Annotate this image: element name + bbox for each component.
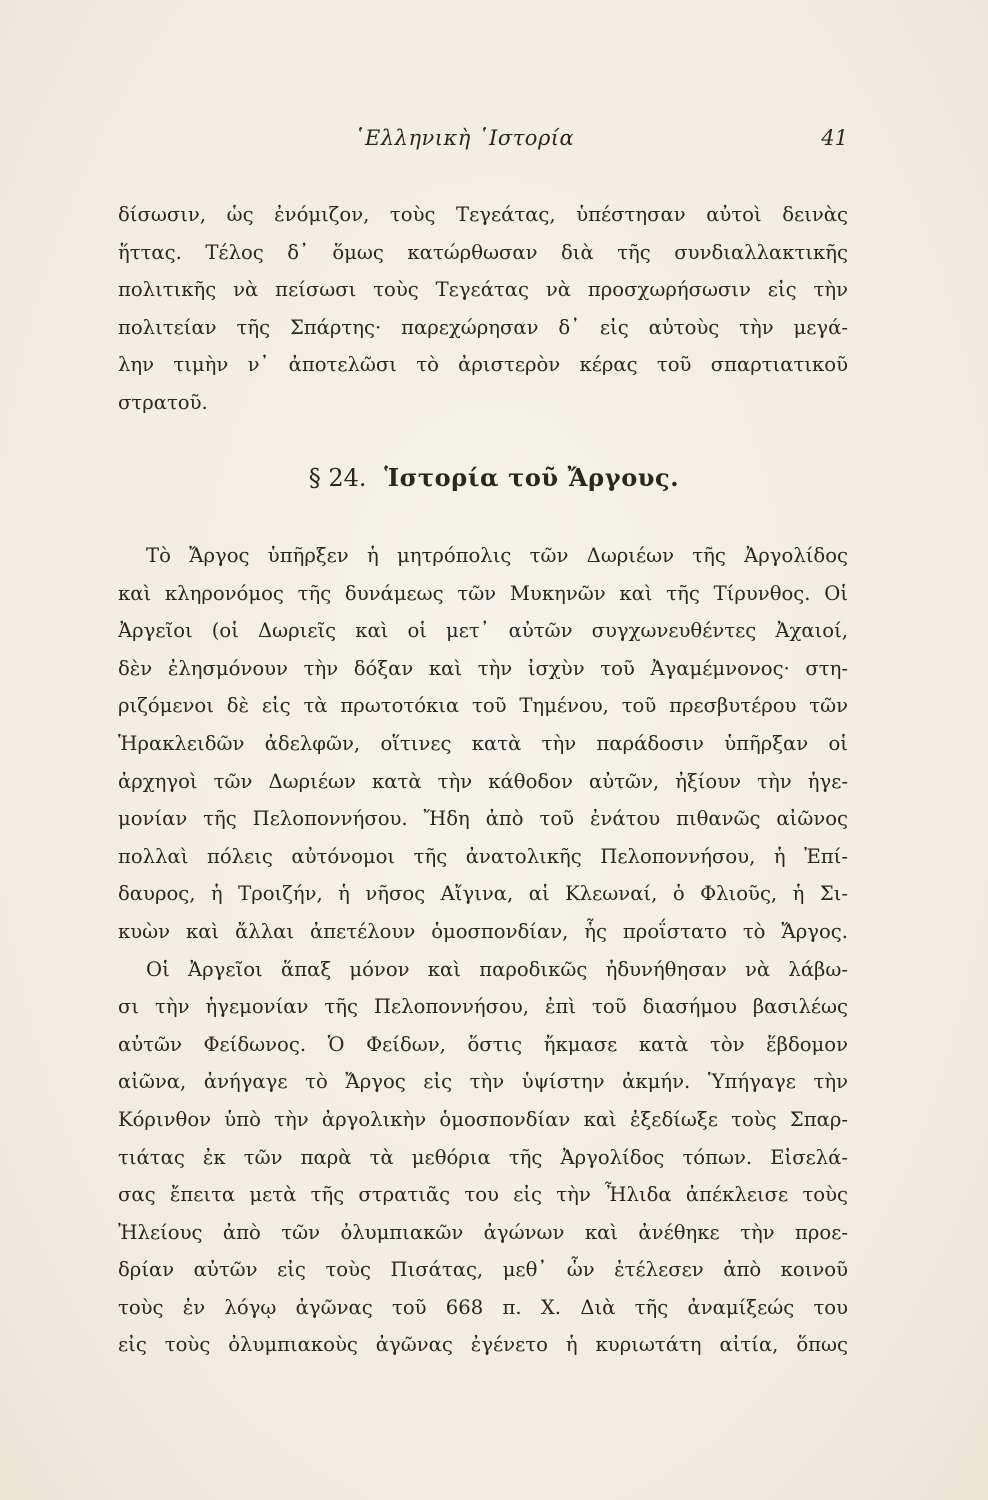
text-line: τοὺς ἐν λόγῳ ἀγῶνας τοῦ 668 π. Χ. Διὰ τῆς ἀναμίξεώς του xyxy=(118,1295,848,1319)
top-paragraph xyxy=(118,196,848,422)
page-number: 41 xyxy=(821,126,848,150)
text-line: Κόρινθον ὑπὸ τὴν ἀργολικὴν ὁμοσπονδίαν καὶ ἐξεδίωξε τοὺς Σπαρ- xyxy=(118,1107,848,1131)
text-line: δαυρος, ἡ Τροιζήν, ἡ νῆσος Αἴγινα, αἱ Κλεωναί, ὁ Φλιοῦς, ἡ Σι- xyxy=(118,882,848,906)
text-line: Ἠλείους ἀπὸ τῶν ὀλυμπιακῶν ἀγώνων καὶ ἀνέθηκε τὴν προε- xyxy=(118,1220,848,1244)
text-line: μονίαν τῆς Πελοποννήσου. Ἤδη ἀπὸ τοῦ ἐνάτου πιθανῶς αἰῶνος xyxy=(118,807,848,831)
text-line: πολλαὶ πόλεις αὐτόνομοι τῆς ἀνατολικῆς Πελοποννήσου, ἡ Ἐπί- xyxy=(118,844,848,868)
text-line: στρατοῦ. xyxy=(118,390,208,414)
text-line: αὐτῶν Φείδωνος. Ὁ Φείδων, ὅστις ἤκμασε κατὰ τὸν ἕβδομον xyxy=(118,1032,848,1056)
text-line: δὲν ἐλησμόνουν τὴν δόξαν καὶ τὴν ἰσχὺν τοῦ Ἀγαμέμνονος· στη- xyxy=(118,656,848,680)
section-number: § 24. xyxy=(308,464,367,492)
text-line: Ἀργεῖοι (οἱ Δωριεῖς καὶ οἱ μετ᾽ αὐτῶν συγχωνευθέντες Ἀχαιοί, xyxy=(118,619,848,643)
text-line: σι τὴν ἡγεμονίαν τῆς Πελοποννήσου, ἐπὶ τοῦ διασήμου βασιλέως xyxy=(118,995,848,1019)
text-line: λην τιμὴν ν᾽ ἀποτελῶσι τὸ ἀριστερὸν κέρας τοῦ σπαρτιατικοῦ xyxy=(118,353,848,377)
text-line: πολιτείαν τῆς Σπάρτης· παρεχώρησαν δ᾽ εἰς αὐτοὺς τὴν μεγά- xyxy=(118,315,848,339)
main-paragraph xyxy=(118,537,848,1364)
text-line: αἰῶνα, ἀνήγαγε τὸ Ἄργος εἰς τὴν ὑψίστην ἀκμήν. Ὑπήγαγε τὴν xyxy=(118,1070,848,1094)
text-line: δίσωσιν, ὡς ἐνόμιζον, τοὺς Τεγεάτας, ὑπέστησαν αὐτοὶ δεινὰς xyxy=(118,203,848,226)
text-line: Οἱ Ἀργεῖοι ἅπαξ μόνον καὶ παροδικῶς ἠδυνήθησαν νὰ λάβω- xyxy=(146,957,848,981)
text-line: καὶ κληρονόμος τῆς δυνάμεως τῶν Μυκηνῶν καὶ τῆς Τίρυνθος. Οἱ xyxy=(118,581,848,605)
text-line: ἀρχηγοὶ τῶν Δωριέων κατὰ τὴν κάθοδον αὐτῶν, ἠξίουν τὴν ἡγε- xyxy=(118,769,848,793)
running-head-title: ῾Ελληνικὴ ῾Ιστορία xyxy=(354,126,575,150)
text-line: ἥττας. Τέλος δ᾽ ὅμως κατώρθωσαν διὰ τῆς συνδιαλλακτικῆς xyxy=(118,240,848,264)
text-line: Τὸ Ἄργος ὑπῆρξεν ἡ μητρόπολις τῶν Δωριέων τῆς Ἀργολίδος xyxy=(146,544,848,567)
text-line: εἰς τοὺς ὀλυμπιακοὺς ἀγῶνας ἐγένετο ἡ κυριωτάτη αἰτία, ὅπως xyxy=(118,1333,848,1357)
section-heading xyxy=(0,460,988,496)
text-line: ριζόμενοι δὲ εἰς τὰ πρωτοτόκια τοῦ Τημένου, τοῦ πρεσβυτέρου τῶν xyxy=(118,694,848,718)
text-line: σας ἔπειτα μετὰ τῆς στρατιᾶς του εἰς τὴν Ἦλιδα ἀπέκλεισε τοὺς xyxy=(118,1183,848,1207)
text-line: τιάτας ἐκ τῶν παρὰ τὰ μεθόρια τῆς Ἀργολίδος τόπων. Εἰσελά- xyxy=(118,1145,848,1169)
text-line: κυὼν καὶ ἄλλαι ἀπετέλουν ὁμοσπονδίαν, ἧς προΐστατο τὸ Ἄργος. xyxy=(118,919,848,943)
text-line: Ἡρακλειδῶν ἀδελφῶν, οἵτινες κατὰ τὴν παράδοσιν ὑπῆρξαν οἱ xyxy=(118,731,848,755)
running-head xyxy=(118,126,848,156)
text-line: δρίαν αὐτῶν εἰς τοὺς Πισάτας, μεθ᾽ ὧν ἐτέλεσεν ἀπὸ κοινοῦ xyxy=(118,1258,848,1282)
section-title: Ἱστορία τοῦ Ἄργους. xyxy=(384,463,680,492)
text-line: πολιτικῆς νὰ πείσωσι τοὺς Τεγεάτας νὰ προσχωρήσωσιν εἰς τὴν xyxy=(118,278,848,302)
